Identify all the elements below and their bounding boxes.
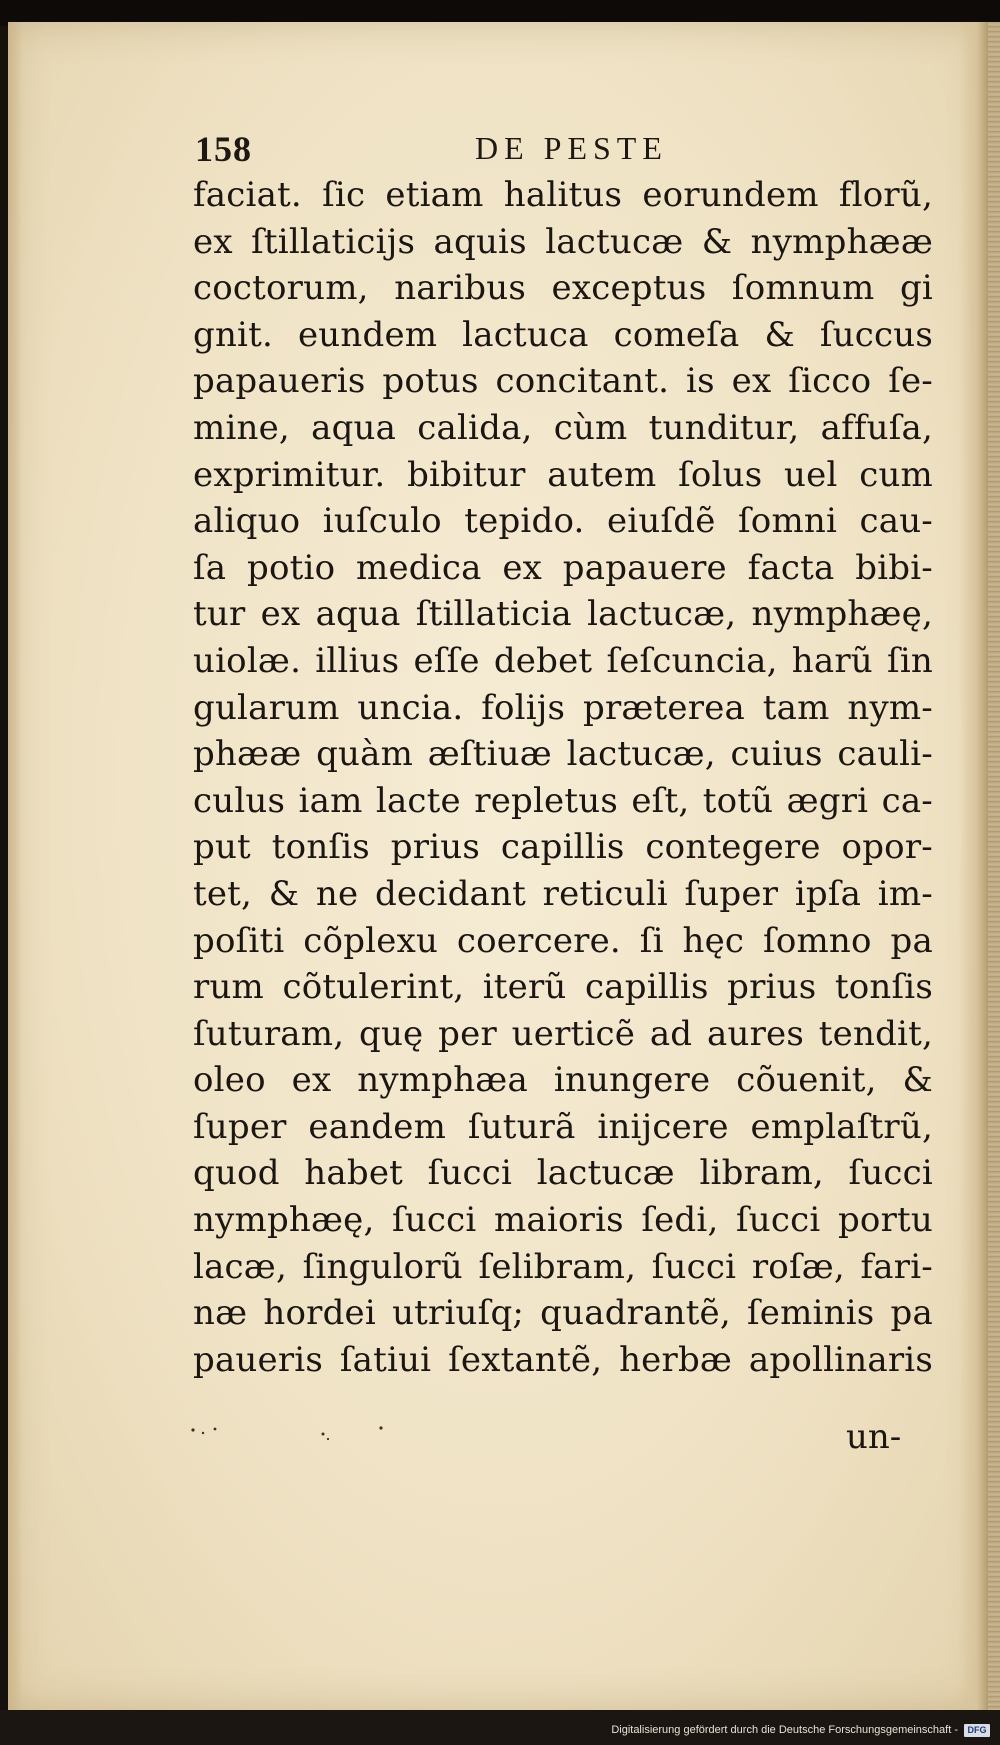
text-line: næ hordei utriuſq; quadrantẽ, ſeminis pa [193, 1293, 933, 1334]
credit-text: Digitalisierung gefördert durch die Deutsche Forschungsgemeinschaft - [611, 1724, 958, 1736]
page-gutter-shadow [8, 22, 22, 1710]
page-edge-shadow [960, 22, 988, 1710]
text-line: uiolæ. illius eſſe debet ſeſcuncia, harũ ſin [193, 640, 933, 681]
text-line: put tonſis prius capillis contegere opor- [193, 827, 933, 868]
page-number: 158 [195, 129, 252, 169]
text-line: ſuper eandem ſuturã inijcere emplaſtrũ, [193, 1106, 933, 1147]
text-line: papaueris potus concitant. is ex ſicco ſe- [193, 361, 933, 402]
text-line: aliquo iuſculo tepido. eiuſdẽ ſomni cau- [193, 501, 933, 542]
text-line: tet, & ne decidant reticuli ſuper ipſa im- [193, 873, 933, 914]
text-line: mine, aqua calida, cùm tunditur, affuſa, [193, 407, 933, 448]
text-line: tur ex aqua ſtillaticia lactucæ, nymphæę, [193, 594, 933, 635]
text-line: paueris ſatiui ſextantẽ, herbæ apollinaris [193, 1339, 933, 1380]
text-line: oleo ex nymphæa inungere cõuenit, & [193, 1060, 933, 1101]
catchword: un- [846, 1417, 902, 1457]
running-title: DE PESTE [475, 130, 668, 166]
text-line: poſiti cõplexu coercere. ſi hęc ſomno pa [193, 920, 933, 961]
ink-specks [185, 1420, 445, 1450]
text-line: gnit. eundem lactuca comeſa & ſuccus [193, 314, 933, 355]
text-line: lacæ, ſingulorũ ſelibram, ſucci roſæ, fari- [193, 1246, 933, 1287]
text-line: faciat. ſic etiam halitus eorundem florũ, [193, 175, 933, 215]
text-line: ſa potio medica ex papauere facta bibi- [193, 547, 933, 588]
body-text [193, 172, 933, 1383]
dfg-logo: DFG [964, 1724, 990, 1737]
text-line: coctorum, naribus exceptus ſomnum gi [193, 268, 933, 309]
digitization-credit [611, 1721, 990, 1739]
text-line: quod habet ſucci lactucæ libram, ſucci [193, 1153, 933, 1194]
text-line: nymphæę, ſucci maioris ſedi, ſucci portu [193, 1200, 933, 1241]
text-line: ex ſtillaticijs aquis lactucæ & nymphææ [193, 221, 933, 262]
text-line: ſuturam, quę per uerticẽ ad aures tendit, [193, 1013, 933, 1054]
text-line: exprimitur. bibitur autem ſolus uel cum [193, 454, 933, 495]
text-line: rum cõtulerint, iterũ capillis prius tonſis [193, 967, 933, 1008]
text-line: culus iam lacte repletus eſt, totũ ægri ca- [193, 780, 933, 821]
text-line: gularum uncia. folijs præterea tam nym- [193, 687, 933, 728]
text-line: phææ quàm æſtiuæ lactucæ, cuius cauli- [193, 734, 933, 775]
fore-edge [988, 22, 1000, 1710]
